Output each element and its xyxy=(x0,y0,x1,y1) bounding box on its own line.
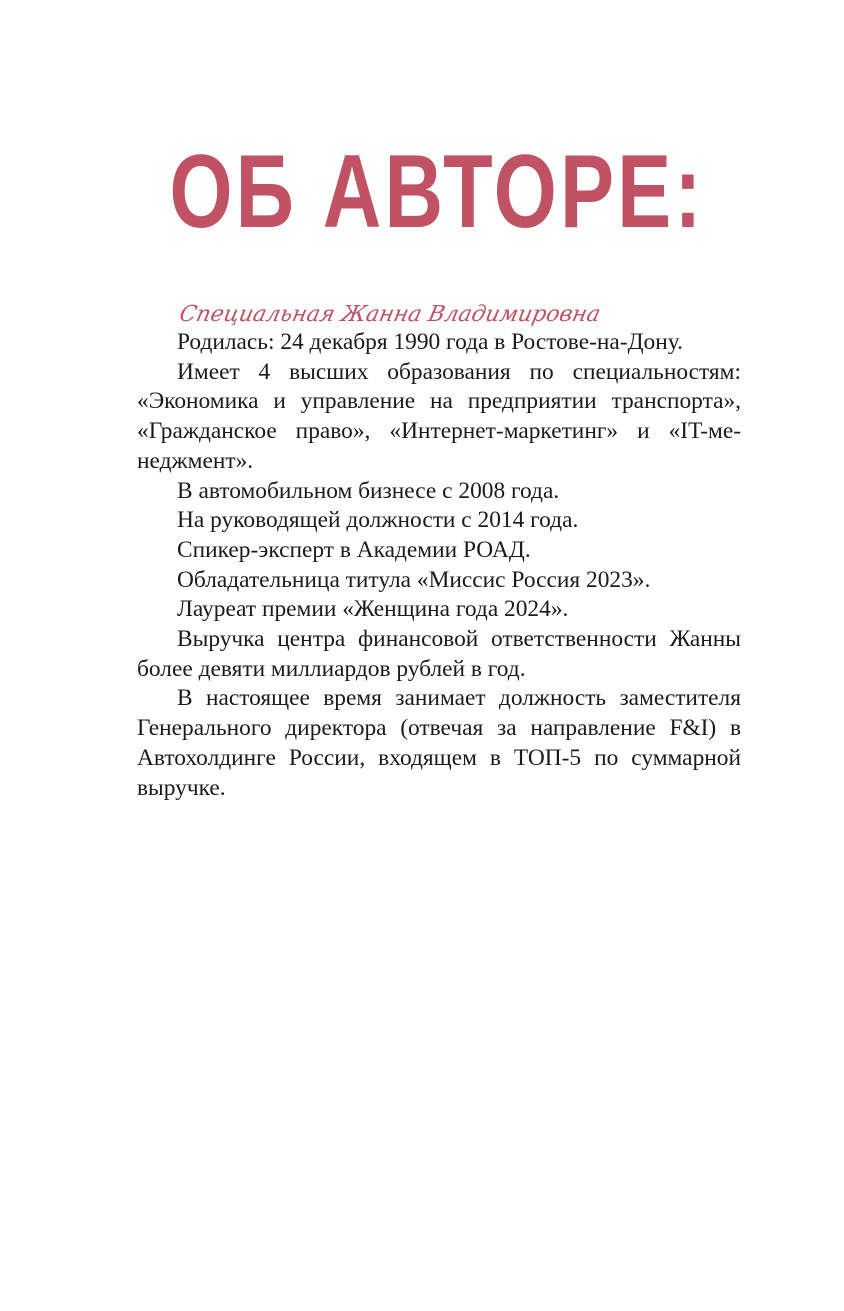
author-name: Специальная Жанна Владимировна xyxy=(177,302,603,327)
bio-paragraph-education: Имеет 4 высших образования по специальностям: «Экономика и управление на предприятии транспорта», «Гражданское право», «Интернет-маркетинг» и «IT-менеджмент». xyxy=(137,358,741,474)
author-bio xyxy=(137,328,741,803)
page-title: ОБ АВТОРЕ: xyxy=(169,134,705,250)
bio-paragraph-birth: Родилась: 24 декабря 1990 года в Ростове-на-Дону. xyxy=(177,329,683,355)
bio-paragraph-business: В автомобильном бизнесе с 2008 года. xyxy=(177,477,560,504)
bio-paragraph-revenue: Выручка центра финансовой ответственности Жанны более девяти миллиардов рублей в год. xyxy=(137,626,741,682)
bio-paragraph-award: Лауреат премии «Женщина года 2024». xyxy=(177,596,569,623)
bio-paragraph-position: В настоящее время занимает должность заместителя Генерального директора (отвечая за направление F&I) в Автохолдинге России, входящем в ТОП-5 по суммарной выручке. xyxy=(137,685,741,801)
bio-paragraph-title: Обладательница титула «Миссис Россия 2023». xyxy=(177,566,651,593)
bio-paragraph-speaker: Спикер-эксперт в Академии РОАД. xyxy=(177,536,531,563)
bio-paragraph-management: На руководящей должности с 2014 года. xyxy=(177,507,579,534)
